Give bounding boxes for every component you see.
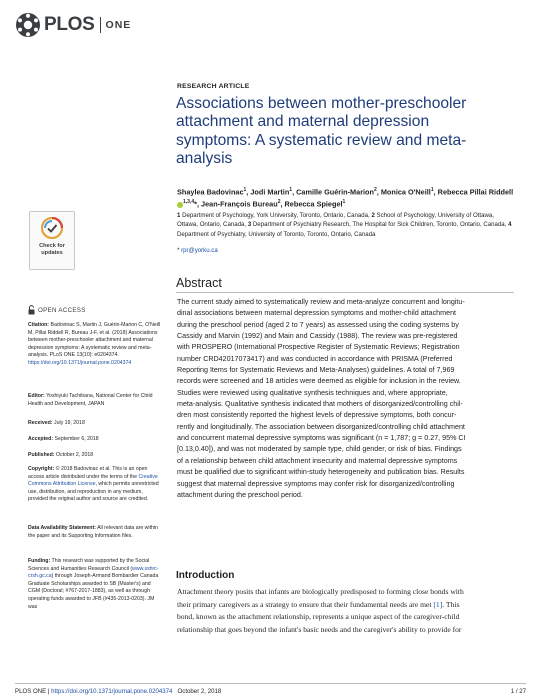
affil-text: Department of Psychiatry, University of Toronto, Toronto, Ontario, Canada (177, 230, 376, 238)
citation-text: Badovinac S, Martin J, Guérin-Marion C, O'Neill M, Pillai Riddell R, Bureau J-F, et al. (2018) Associations between mother-preschooler attachment and maternal depression symptoms: A systematic review and meta-analysis. PLoS ONE 13(10): e0204374. (28, 322, 161, 359)
footer-separator: | (47, 688, 50, 695)
article-type: RESEARCH ARTICLE (177, 83, 250, 90)
published-block (28, 452, 163, 460)
accepted-label: Accepted: (28, 436, 54, 442)
author-name[interactable]: Rebecca Spiegel (284, 199, 343, 209)
footer-date: October 2, 2018 (177, 688, 222, 695)
data-availability-text: All relevant data are within the paper and its Supporting Information files. (28, 525, 158, 539)
journal-logo (15, 12, 131, 38)
intro-text-end: . This bond, known as the attachment relationship, represents a unique aspect of the caregiver-child relationship that goes beyond the infant's basic needs and the caregiver's ability to provide for (177, 599, 462, 634)
accepted-block (28, 436, 163, 444)
author-affil-sup: 1 (289, 187, 293, 193)
footer-doi-link[interactable]: https://doi.org/10.1371/journal.pone.0204374 (51, 688, 173, 695)
logo-separator (100, 17, 101, 33)
author-name[interactable]: Monica O'Neill (380, 187, 431, 197)
received-label: Received: (28, 420, 53, 426)
check-for-updates-badge[interactable] (29, 211, 75, 270)
open-access-label (28, 305, 86, 315)
introduction-text (177, 586, 517, 636)
author-affil-sup: 1 (430, 187, 434, 193)
affil-text: School of Psychology, University of Ottawa, Ottawa, Ontario, Canada, (177, 212, 494, 229)
author-affil-sup: 2 (373, 187, 377, 193)
affil-text: Department of Psychology, York University, Toronto, Ontario, Canada, (182, 212, 370, 219)
published-label: Published: (28, 452, 55, 458)
corresponding-email (177, 247, 218, 254)
author-name[interactable]: Camille Guérin-Marion (296, 187, 374, 197)
received-block (28, 420, 163, 428)
badge-label (30, 243, 74, 257)
badge-line1: Check for (39, 243, 65, 249)
funding-text-end: ) through Joseph-Armand Bombardier Canada Graduate Scholarships awarded to SB (Master's) and CGM (Doctoral; #767-2017-1883), as well as through operating funds awarded to JFB (#435-2013-0203). JM was (28, 573, 159, 610)
open-access-text: OPEN ACCESS (38, 306, 86, 314)
abstract-heading: Abstract (176, 276, 222, 290)
intro-text-start: Attachment theory posits that infants are biologically predisposed to forming close bonds with their primary caregivers as a strategy to ensure that their fundamental needs are met (177, 587, 464, 609)
logo-plos-text: PLOS (44, 14, 95, 35)
editor-text: Yoshiyuki Tachibana, National Center for Child Health and Development, JAPAN (28, 393, 153, 407)
author-list: Shaylea Badovinac$^1$, Jodi Martin$^1$, Camille Guérin-Marion$^2$, Monica O'Neill$^1$, Rebecca Pillai Riddell$^{1,3,4}$*, Jean-François Bureau$^2$, Rebecca Spiegel$^1$ (177, 187, 514, 209)
author-affil-sup: 1 (342, 199, 346, 206)
funding-label: Funding: (28, 558, 51, 564)
funding-link[interactable]: www.sshrc-crsh.gc.ca (28, 565, 159, 580)
footer-divider (15, 683, 526, 684)
editor-label: Editor: (28, 393, 45, 399)
email-star: * (177, 247, 180, 254)
editor-block (28, 393, 163, 408)
page-footer (15, 688, 526, 695)
article-title: Associations between mother-preschooler attachment and maternal depression symptoms: A systematic review and meta-analysis (176, 95, 467, 168)
author-name[interactable]: Shaylea Badovinac (177, 187, 244, 197)
plos-logo-icon (15, 12, 41, 38)
author-affil-sup: 1,3,4 (183, 199, 195, 206)
received-date: July 19, 2018 (53, 420, 85, 426)
abstract-text: The current study aimed to systematically review and meta-analyze concurrent and longitu- dinal associations between maternal depression symptoms and mother-child attachment during the preschool period (aged 2 to 7 years) as assessed using the coding systems by Cassidy and Marvin (1992) and Main and Cassidy (1988). The review was pre-registered with PROSPERO (International Prospective Register of Systematic Reviews; Registration number CRD42017073417) and was conducted in accordance with PRISMA (Preferred Reporting Items for Systematic Reviews and Meta-Analyses) guidelines. A total of 7,969 records were screened and 18 articles were deemed as eligible for inclusion in the review. Studies were reviewed using qualitative synthesis techniques and, where appropriate, meta-analysis. Qualitative synthesis indicated that mothers of disorganized/controlling chil- dren most consistently reported the highest levels of depressive symptoms, both concur- rently and longitudinally. The association between disorganized/controlling child attachment and concurrent maternal depressive symptoms was significant (n = 1,787; g = 0.27, 95% CI [0.13,0.40]), and was not moderated by sample type, child gender, or risk of bias. Findings of a relationship between child attachment insecurity and maternal depressive symptoms must be qualified due to significant within-study heterogeneity and publication bias. Results suggest that maternal depressive symptoms may confer risk for disorganized/controlling attachment during the preschool period. (177, 298, 466, 499)
affil-text: Department of Psychiatry Research, The Hospital for Sick Children, Toronto, Ontario, Canada, (252, 221, 507, 229)
copyright-text-end: , which permits unrestricted use, distribution, and reproduction in any medium, provided the original author and source are credited. (28, 481, 159, 503)
funding-text: This research was supported by the Social Sciences and Humanities Research Council ( (28, 558, 150, 572)
license-link[interactable]: Creative Commons Attribution License (28, 473, 158, 488)
introduction-heading: Introduction (176, 570, 235, 581)
author-affil-sup: 2 (277, 199, 281, 206)
author-name[interactable]: Jodi Martin (250, 187, 290, 197)
footer-journal: PLOS ONE (15, 688, 47, 695)
reference-link[interactable]: [1] (433, 599, 443, 609)
published-date: October 2, 2018 (55, 452, 94, 458)
author-affil-sup: 1 (243, 187, 247, 193)
affil-num: 4 (508, 221, 512, 229)
page-number: 1 / 27 (510, 688, 526, 695)
copyright-block (28, 466, 163, 504)
check-for-updates-icon (41, 217, 63, 239)
email-link[interactable]: rpr@yorku.ca (181, 247, 218, 254)
abstract-divider (176, 292, 514, 293)
accepted-date: September 6, 2018 (54, 436, 99, 442)
author-name[interactable]: Jean-François Bureau (201, 199, 278, 209)
author-name[interactable]: Rebecca Pillai Riddell (437, 187, 514, 197)
affil-num: 3 (247, 221, 252, 229)
citation-label: Citation: (28, 322, 50, 328)
copyright-text: © 2018 Badovinac et al. This is an open access article distributed under the terms of the (28, 466, 148, 480)
copyright-label: Copyright: (28, 466, 55, 472)
affil-num: 1 (177, 212, 181, 219)
citation-block (28, 322, 163, 368)
funding-block (28, 558, 163, 611)
logo-one-text: ONE (105, 19, 132, 31)
affil-num: 2 (371, 212, 375, 219)
badge-line2: updates (41, 250, 63, 256)
data-availability-label: Data Availability Statement: (28, 525, 96, 531)
corresponding-star: * (194, 199, 197, 209)
citation-doi-link[interactable]: https://doi.org/10.1371/journal.pone.0204374 (28, 359, 132, 366)
affiliations (177, 211, 512, 239)
open-lock-icon (28, 305, 35, 315)
data-availability-block (28, 525, 163, 540)
